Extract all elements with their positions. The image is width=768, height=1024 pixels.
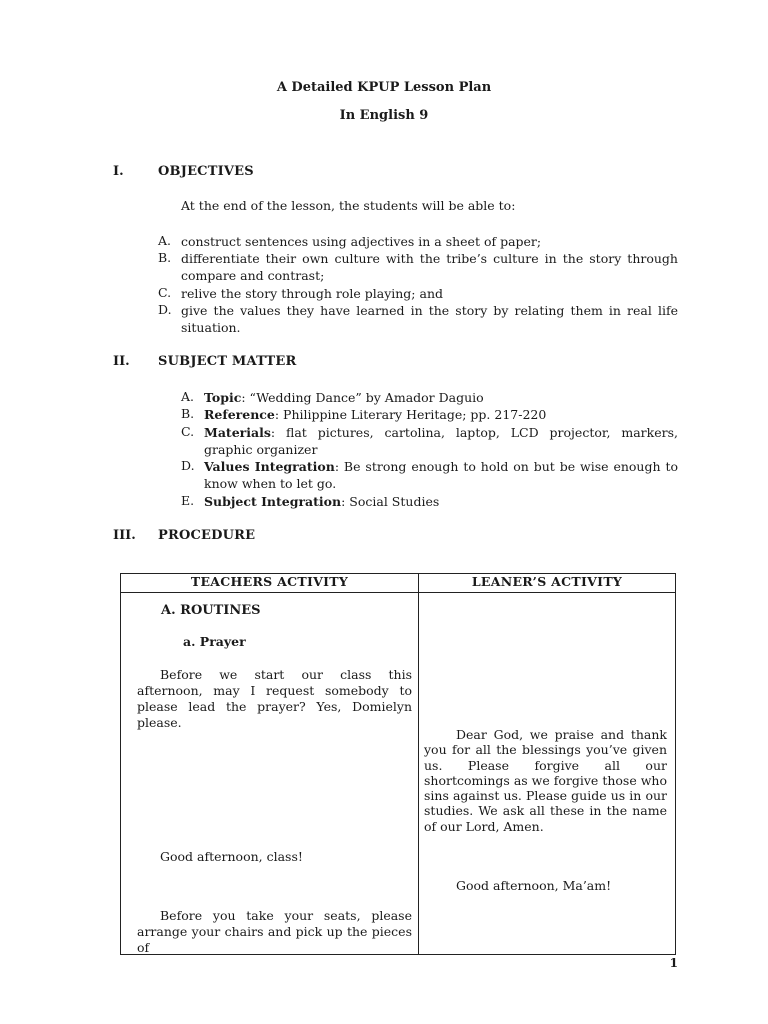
subject-text: : Social Studies [341, 494, 440, 509]
objective-letter: A. [158, 233, 172, 248]
subject-letter: C. [181, 424, 195, 439]
learner-prayer: Dear God, we praise and thank you for all the blessings you’ve given us. Please forgive all our shortcomings as we forgive those who sins against us. Please guide us in our studies. We ask all these in the name of our Lord, Amen. [424, 727, 667, 834]
subject-text: : flat pictures, cartolina, laptop, LCD projector, markers, graphic organizer [204, 425, 678, 457]
subject-item-reference [181, 406, 678, 423]
subject-item-materials [181, 424, 678, 458]
learners-activity-cell [419, 593, 676, 955]
objective-item [158, 250, 678, 284]
objective-letter: D. [158, 302, 172, 317]
subject-item-values-integration [181, 458, 678, 492]
learners-activity-header: LEANER’S ACTIVITY [419, 574, 676, 593]
prayer-heading: a. Prayer [183, 634, 246, 649]
subject-label: Values Integration [204, 459, 335, 474]
routines-heading: A. ROUTINES [161, 603, 261, 618]
procedure-table [120, 573, 676, 955]
subject-text: : Philippine Literary Heritage; pp. 217-220 [274, 407, 547, 422]
objective-item [158, 302, 678, 336]
objective-letter: C. [158, 285, 172, 300]
subject-label: Subject Integration [204, 494, 342, 509]
section-number-procedure: III. [113, 528, 136, 543]
document-title: A Detailed KPUP Lesson Plan [276, 80, 492, 95]
subject-label: Materials [204, 425, 271, 440]
objective-item [158, 233, 678, 250]
subject-text: : “Wedding Dance” by Amador Daguio [241, 390, 484, 405]
subject-letter: E. [181, 493, 195, 508]
section-title-objectives: OBJECTIVES [158, 164, 254, 179]
section-number-subject-matter: II. [113, 354, 130, 369]
objectives-intro: At the end of the lesson, the students will be able to: [181, 198, 516, 213]
learner-greeting: Good afternoon, Ma’am! [456, 878, 612, 893]
subject-letter: A. [181, 389, 195, 404]
document-subtitle: In English 9 [339, 108, 429, 123]
subject-label: Reference [204, 407, 275, 422]
subject-letter: D. [181, 458, 195, 473]
teacher-instruction: Before you take your seats, please arrange your chairs and pick up the pieces of [137, 908, 412, 954]
subject-text: : Be strong enough to hold on but be wise enough to know when to let go. [204, 459, 678, 491]
subject-item-subject-integration [181, 493, 678, 510]
section-title-subject-matter: SUBJECT MATTER [158, 354, 297, 369]
section-title-procedure: PROCEDURE [158, 528, 256, 543]
objective-text: differentiate their own culture with the tribe’s culture in the story through compare and contrast; [181, 251, 678, 283]
section-number-objectives: I. [113, 164, 124, 179]
objective-text: give the values they have learned in the story by relating them in real life situation. [181, 303, 678, 335]
objective-text: relive the story through role playing; and [181, 286, 443, 301]
teacher-greeting: Good afternoon, class! [160, 849, 303, 864]
subject-letter: B. [181, 406, 195, 421]
teachers-activity-cell [121, 593, 419, 955]
objective-text: construct sentences using adjectives in a sheet of paper; [181, 234, 542, 249]
teachers-activity-header: TEACHERS ACTIVITY [121, 574, 419, 593]
subject-item-topic [181, 389, 678, 406]
page-number: 1 [669, 956, 678, 970]
subject-label: Topic [204, 390, 242, 405]
teacher-prayer-request: Before we start our class this afternoon, may I request somebody to please lead the prayer? Yes, Domielyn please. [137, 667, 412, 730]
objective-item [158, 285, 678, 302]
objective-letter: B. [158, 250, 172, 265]
